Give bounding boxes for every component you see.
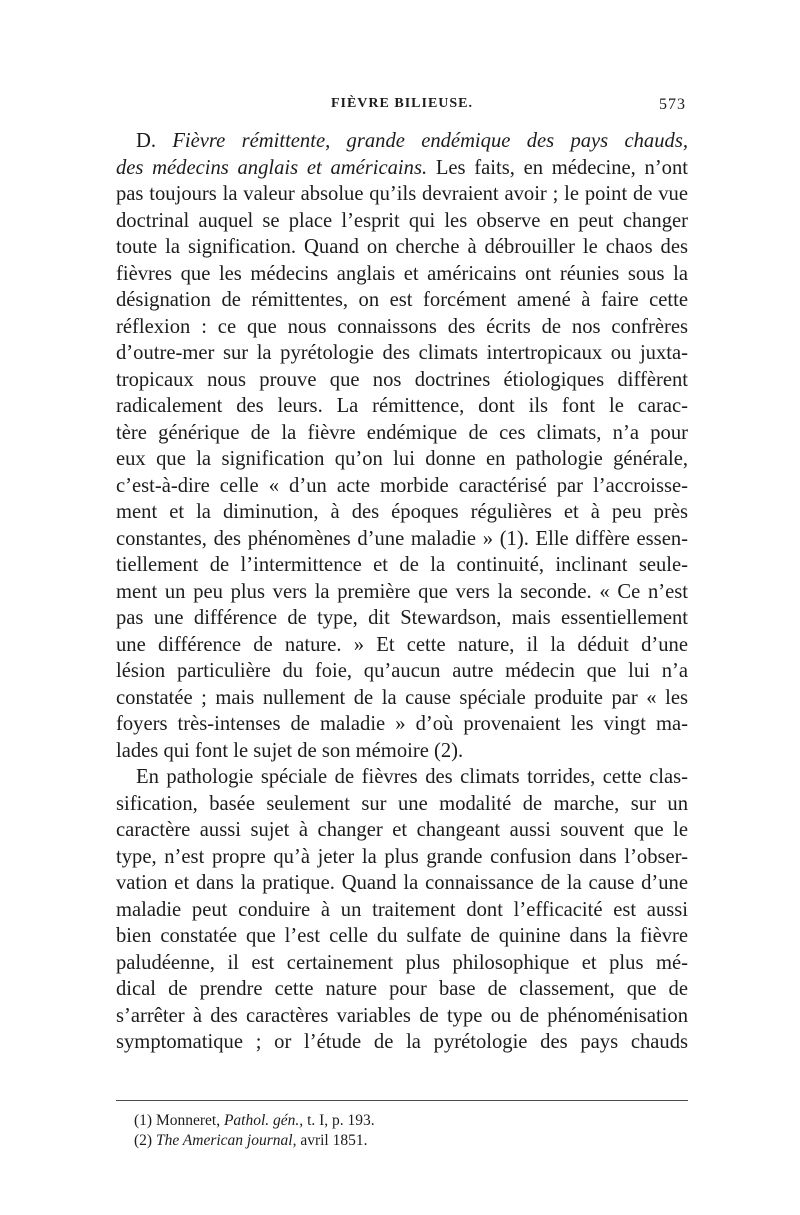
text-line: maladie peut conduire à un traitement dont l’efficacité est aussi bbox=[116, 898, 688, 921]
text-line: vation et dans la pratique. Quand la connaissance de la cause d’une bbox=[116, 872, 688, 894]
text-line: s’arrêter à des caractères variables de type ou de phénoménisation bbox=[116, 1004, 688, 1027]
text-line: tère générique de la fièvre endémique de ces climats, n’a pour bbox=[116, 421, 688, 444]
text-line: symptomatique ; or l’étude de la pyrétologie des pays chauds bbox=[116, 1031, 688, 1053]
text-line bbox=[116, 128, 688, 155]
text-line: type, n’est propre qu’à jeter la plus grande confusion dans l’obser- bbox=[116, 845, 688, 868]
text-line: tiellement de l’intermittence et de la continuité, inclinant seule- bbox=[116, 554, 688, 576]
text-line: eux que la signification qu’on lui donne en pathologie générale, bbox=[116, 448, 688, 470]
footnote bbox=[134, 1111, 674, 1131]
text-line: sification, basée seulement sur une modalité de marche, sur un bbox=[116, 792, 688, 815]
footnote-divider bbox=[116, 1100, 688, 1101]
footnote-text: (1) Monneret, bbox=[134, 1112, 224, 1129]
text-line: radicalement des leurs. La rémittence, dont ils font le carac- bbox=[116, 395, 688, 417]
section-label: D. bbox=[136, 130, 173, 152]
footnote-title-italic: The American journal, bbox=[155, 1132, 297, 1149]
body-text bbox=[116, 128, 688, 1056]
text-line: pas toujours la valeur absolue qu’ils devraient avoir ; le point de vue bbox=[116, 183, 688, 205]
text-line: En pathologie spéciale de fièvres des climats torrides, cette clas- bbox=[136, 766, 688, 788]
text-line: doctrinal auquel se place l’esprit qui les observe en peut changer bbox=[116, 209, 688, 232]
text-line: bien constatée que l’est celle du sulfate de quinine dans la fièvre bbox=[116, 925, 688, 947]
section-title-italic: des médecins anglais et américains. bbox=[116, 156, 428, 179]
footnotes bbox=[134, 1111, 674, 1151]
footnote-title-italic: Pathol. gén., bbox=[223, 1112, 304, 1129]
text-line: réflexion : ce que nous connaissons des écrits de nos confrères bbox=[116, 315, 688, 338]
running-title: FIÈVRE BILIEUSE. bbox=[330, 96, 474, 111]
running-head bbox=[118, 96, 686, 120]
footnote-text: t. I, p. 193. bbox=[303, 1112, 375, 1129]
text-line: ment et la diminution, à des époques régulières et à peu près bbox=[116, 501, 688, 523]
footnote bbox=[134, 1131, 674, 1151]
footnote-text: (2) bbox=[134, 1132, 156, 1149]
text-line: pas une différence de type, dit Stewardson, mais essentiellement bbox=[116, 607, 688, 629]
text-line bbox=[116, 155, 688, 182]
text-run: Les faits, en médecine, n’ont bbox=[427, 156, 688, 179]
text-line: foyers très-intenses de maladie » d’où provenaient les vingt ma- bbox=[116, 713, 688, 735]
text-line: paludéenne, il est certainement plus philosophique et plus mé- bbox=[116, 951, 688, 974]
text-line: constatée ; mais nullement de la cause spéciale produite par « les bbox=[116, 686, 688, 709]
text-line: toute la signification. Quand on cherche à débrouiller le chaos des bbox=[116, 236, 688, 258]
text-line: c’est-à-dire celle « d’un acte morbide caractérisé par l’accroisse- bbox=[116, 474, 688, 497]
text-line: dical de prendre cette nature pour base de classement, que de bbox=[116, 978, 688, 1000]
footnote-text: avril 1851. bbox=[296, 1132, 368, 1149]
text-line: lésion particulière du foie, qu’aucun autre médecin que lui n’a bbox=[116, 660, 688, 682]
text-line: d’outre-mer sur la pyrétologie des climats intertropicaux ou juxta- bbox=[116, 342, 688, 364]
text-line: caractère aussi sujet à changer et changeant aussi souvent que le bbox=[116, 819, 688, 841]
text-line: une différence de nature. » Et cette nature, il la déduit d’une bbox=[116, 633, 688, 656]
text-line: constantes, des phénomènes d’une maladie » (1). Elle diffère essen- bbox=[116, 527, 688, 550]
text-line: tropicaux nous prouve que nos doctrines étiologiques diffèrent bbox=[116, 368, 688, 391]
text-line: fièvres que les médecins anglais et américains ont réunies sous la bbox=[116, 262, 688, 285]
section-title-italic: Fièvre rémittente, grande endémique des pays chauds, bbox=[172, 130, 688, 152]
text-line: ment un peu plus vers la première que vers la seconde. « Ce n’est bbox=[116, 580, 688, 603]
page-number: 573 bbox=[659, 96, 686, 113]
text-line: lades qui font le sujet de son mémoire (2). bbox=[116, 739, 464, 762]
text-line: désignation de rémittentes, on est forcément amené à faire cette bbox=[116, 289, 688, 311]
